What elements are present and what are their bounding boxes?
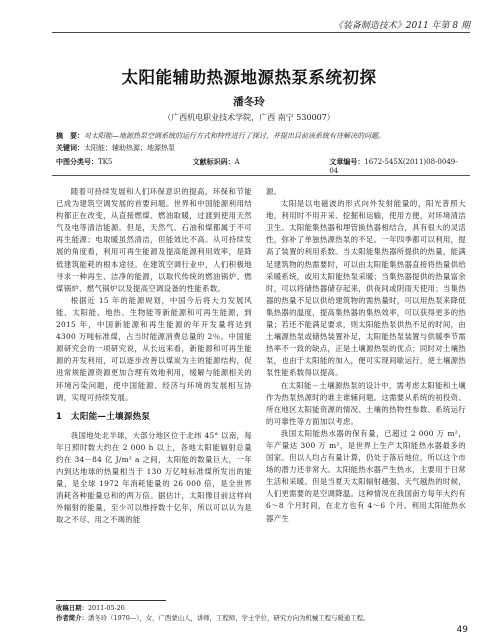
doc-code-value: A bbox=[234, 158, 240, 166]
clc-label: 中图分类号： bbox=[56, 157, 98, 166]
section-heading: 1 太阳能—土壤源热泵 bbox=[56, 411, 151, 422]
abstract-text: 对太阳能—地源热泵空调系统的运行方式和特性进行了探讨，并提出目前该系统有待解决的问题。 bbox=[84, 132, 385, 140]
body-paragraph: 在太阳能－土壤源热泵的设计中，需考虑太阳能和土壤作为热泵热源时的谁主谁辅问题。这需要从系统的初投资、所在地区太阳能资源的情况、土壤的热物性参数、系统运行的可靠性等方面加以考虑。 bbox=[266, 380, 466, 426]
author-bio-label: 作者简介： bbox=[56, 614, 88, 622]
keywords-text: 太阳能；辅助热源；地源热泵 bbox=[84, 144, 175, 152]
body-column-left bbox=[56, 186, 252, 527]
body-paragraph: 我国地处北半球，大部分地区位于北纬 45° 以南，每年日照时数大约在 2 000 h 以上，各地太阳能辐射总量约在 34－84 亿 J/m² a 之间，太阳能的数量巨大，一年内到达地球的热量相当于 130 万亿吨标准煤所发出的能量，是全球 1972 年消耗能量的 26 000 倍，是全世界消耗各种能量总和的两万倍。据估计，太阳像目前这样向外辐射的能量，至少可以维持数十亿年，所以可以认为是取之不尽、用之不竭的能 bbox=[56, 430, 252, 525]
author-affiliation: （广西机电职业技术学院，广西 南宁 530007） bbox=[163, 113, 335, 122]
keywords-label: 关键词： bbox=[56, 143, 84, 152]
article-no-value: 1672-545X(2011)08-0049-04 bbox=[329, 158, 458, 175]
author-bio-value: 潘冬玲（1970—），女，广西蒙山人，讲师，工程师，学士学位，研究方向为机械工程与暖通工程。 bbox=[87, 614, 370, 622]
article-no-label: 文章编号： bbox=[329, 157, 365, 166]
body-paragraph: 根据近 15 年的能源规划，中国今后将大力发展风能、太阳能、地热、生物能等新能源和可再生能源，到 2015 年，中国新能源和再生能源的年开发量将达到 4300 万吨标准煤，占当时能源消费总量的 2％。中国能源研究会的一项研究说，从长远来看，新能源和可再生能源的开发利用，可以逐步改善以煤炭为主的能源结构，促进常规能源资源更加合理有效地利用，缓解与能源相关的环境污染问题，使中国能源、经济与环境的发展相互协调，实现可持续发展。 bbox=[56, 295, 252, 402]
clc-value: TK5 bbox=[98, 158, 113, 166]
body-paragraph: 我国太阳能热水器的保有量，已超过 2 000 万 m²，年产量达 300 万 m²，是世界上生产太阳能热水器最多的国家。但以人均占有量计算，仍处于落后地位，所以这个市场的潜力还非常大。太阳能热水器产生热水，主要用于日常生活和采暖。但是当夏天太阳辐射越强、天气越热的时候，人们更需要的是空调降温。这种情况在我国南方每年大约有 6～8 个月时间，在北方也有 4～6 个月。利用太阳能热水器产生 bbox=[266, 428, 466, 523]
body-paragraph: 太阳是以电磁波的形式向外发射能量的，阳光普照大地，利用时不用开采、挖掘和运输，使用方便，对环境清洁卫生。太阳能集热器和埋管换热器相结合，具有很大的灵活性，弥补了单独热源热泵的不足。一年四季都可以利用，提高了装置的利用系数。当太阳能集热器所提供的热量，能满足建筑物的热需要时，可以由太阳能集热器直接将热量供给采暖系统，或用太阳能热泵采暖；当集热器提供的热量富余时，可以将储热器储存起来，供夜间或阴雨天使用；当集热器的热量不足以供给建筑物的需热量时，可以用热泵来降低集热器的温度，提高集热器的集热效率，可以获得更多的热量；若还不能满足要求，则太阳能热泵供热不足的时间，由土壤源热泵或储热装置补足，太阳能热泵装置与供暖季节需热率不一致的缺点，正是土壤源热泵的优点；同时对土壤热泵，也由于太阳能的加入，便可实现间歇运行，使土壤源热泵性能系数得以提高。 bbox=[266, 199, 466, 378]
article-title: 太阳能辅助热源地源热泵系统初探 bbox=[121, 68, 377, 87]
running-head: 《装备制造技术》2011 年第 8 期 bbox=[333, 21, 470, 31]
article-author: 潘冬玲 bbox=[233, 96, 265, 108]
received-value: 2011-05-26 bbox=[87, 604, 125, 612]
page-number: 49 bbox=[456, 625, 468, 635]
author-bio-line bbox=[56, 613, 466, 623]
body-paragraph: 随着可持续发展和人们环保意识的提高，环保和节能已成为建筑空调发展的首要问题。世界和中国能源利用结构都正在改变，从直接燃煤、燃油取暖，过渡到使用天然气及电等清洁能源。但是，天然气、石油和煤都属于不可再生能源；电取暖虽然清洁，但能效比不高。从可持续发展的角度看，利用可再生能源及提高能源利用效率，是降低建筑能耗的根本途径。在建筑空调行业中，人们积极地寻求一种再生、洁净的能源，以取代传统的燃油锅炉、燃煤锅炉、燃气锅炉以及提高空调设备的性能系数。 bbox=[56, 187, 252, 293]
keywords-line bbox=[56, 142, 466, 154]
article-no-field bbox=[329, 157, 466, 175]
abstract-line bbox=[56, 130, 466, 142]
footnotes bbox=[56, 603, 466, 623]
received-label: 收稿日期： bbox=[56, 604, 88, 612]
classification-line bbox=[56, 157, 466, 175]
footnote-rule bbox=[56, 600, 166, 601]
body-column-right bbox=[266, 186, 466, 525]
body-paragraph-continued: 源。 bbox=[266, 187, 282, 196]
doc-code-label: 文献标识码： bbox=[192, 157, 235, 166]
clc-field bbox=[56, 157, 193, 175]
abstract-label: 摘 要： bbox=[56, 131, 84, 140]
abstract-divider bbox=[52, 175, 470, 176]
abstract-block bbox=[56, 130, 466, 154]
header-rule bbox=[52, 32, 470, 33]
doc-code-field bbox=[193, 157, 330, 175]
received-date-line bbox=[56, 603, 466, 613]
